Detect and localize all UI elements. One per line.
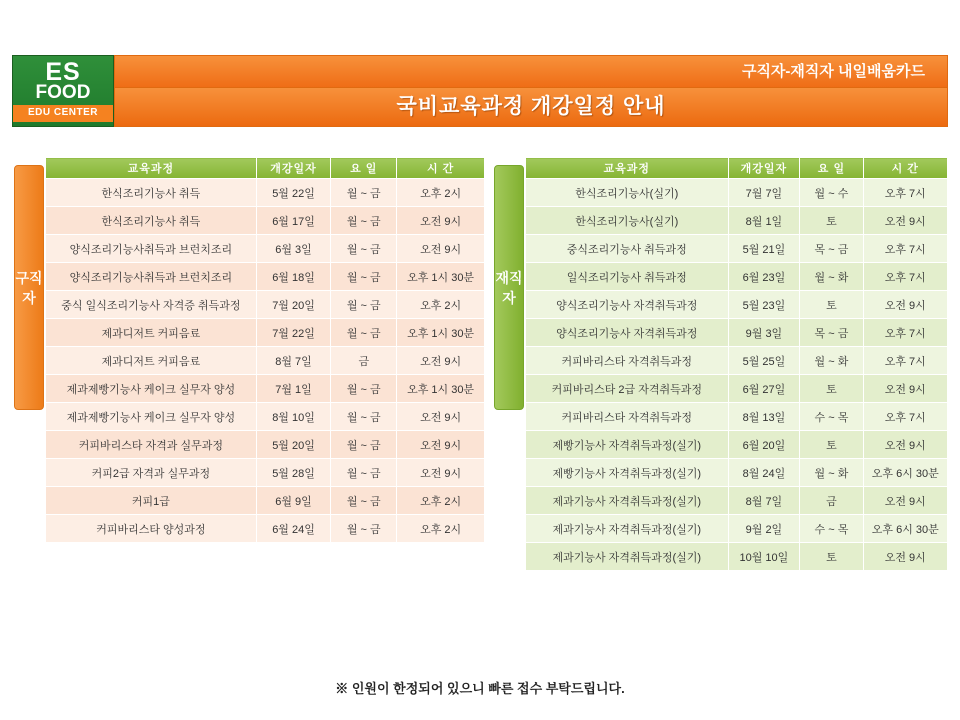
side-tab-jobseeker-label: 구직자 — [15, 269, 43, 306]
footer-note: ※ 인원이 한정되어 있으니 빠른 접수 부탁드립니다. — [335, 681, 625, 696]
cell-day: 월 ~ 금 — [331, 403, 397, 431]
cell-time: 오후 6시 30분 — [863, 515, 947, 543]
cell-day: 월 ~ 화 — [800, 459, 863, 487]
cell-day: 월 ~ 금 — [331, 207, 397, 235]
cell-time: 오전 9시 — [397, 207, 485, 235]
table-row — [526, 235, 948, 263]
side-tab-employee-label: 재직자 — [495, 269, 523, 306]
cell-start-date: 8월 24일 — [728, 459, 800, 487]
cell-start-date: 6월 23일 — [728, 263, 800, 291]
table-row — [46, 515, 485, 543]
banner-subtitle: 구직자-재직자 내일배움카드 — [114, 55, 948, 88]
cell-day: 월 ~ 화 — [800, 263, 863, 291]
table-row — [526, 319, 948, 347]
cell-start-date: 10월 10일 — [728, 543, 800, 571]
cell-day: 월 ~ 금 — [331, 263, 397, 291]
table-row — [526, 543, 948, 571]
table-row — [46, 459, 485, 487]
cell-time: 오후 2시 — [397, 179, 485, 207]
cell-course: 제과기능사 자격취득과정(실기) — [526, 515, 729, 543]
cell-day: 월 ~ 금 — [331, 291, 397, 319]
employee-schedule-table — [525, 157, 948, 571]
table-row — [526, 515, 948, 543]
cell-start-date: 7월 7일 — [728, 179, 800, 207]
cell-course: 제과제빵기능사 케이크 실무자 양성 — [46, 375, 257, 403]
table-row — [46, 235, 485, 263]
table-row — [526, 207, 948, 235]
cell-start-date: 9월 2일 — [728, 515, 800, 543]
table-row — [526, 459, 948, 487]
cell-day: 토 — [800, 291, 863, 319]
table-row — [46, 487, 485, 515]
table-header-row — [46, 158, 485, 179]
cell-start-date: 7월 20일 — [256, 291, 331, 319]
column-header-time: 시 간 — [863, 158, 947, 179]
cell-course: 양식조리기능사취득과 브런치조리 — [46, 235, 257, 263]
cell-time: 오후 6시 30분 — [863, 459, 947, 487]
column-header-time: 시 간 — [397, 158, 485, 179]
side-tab-employee — [494, 165, 524, 410]
es-food-logo — [12, 55, 114, 127]
table-row — [46, 347, 485, 375]
cell-day: 월 ~ 화 — [800, 347, 863, 375]
cell-time: 오후 7시 — [863, 179, 947, 207]
cell-course: 양식조리기능사취득과 브런치조리 — [46, 263, 257, 291]
table-header-row — [526, 158, 948, 179]
column-header-start-date: 개강일자 — [728, 158, 800, 179]
cell-course: 양식조리기능사 자격취득과정 — [526, 319, 729, 347]
cell-course: 커피2급 자격과 실무과정 — [46, 459, 257, 487]
table-row — [526, 375, 948, 403]
column-header-course: 교육과정 — [46, 158, 257, 179]
page-header — [12, 55, 948, 127]
cell-time: 오전 9시 — [397, 235, 485, 263]
cell-day: 월 ~ 금 — [331, 235, 397, 263]
cell-course: 커피바리스타 자격취득과정 — [526, 403, 729, 431]
cell-course: 일식조리기능사 취득과정 — [526, 263, 729, 291]
cell-course: 커피바리스타 2급 자격취득과정 — [526, 375, 729, 403]
table-row — [46, 263, 485, 291]
cell-day: 월 ~ 금 — [331, 487, 397, 515]
cell-course: 제과디저트 커피음료 — [46, 347, 257, 375]
cell-course: 양식조리기능사 자격취득과정 — [526, 291, 729, 319]
cell-day: 목 ~ 금 — [800, 235, 863, 263]
cell-time: 오전 9시 — [863, 207, 947, 235]
cell-day: 금 — [331, 347, 397, 375]
cell-start-date: 8월 7일 — [256, 347, 331, 375]
cell-course: 한식조리기능사(실기) — [526, 207, 729, 235]
cell-start-date: 8월 7일 — [728, 487, 800, 515]
cell-time: 오후 7시 — [863, 403, 947, 431]
cell-day: 월 ~ 금 — [331, 319, 397, 347]
table-row — [526, 179, 948, 207]
table-row — [526, 403, 948, 431]
cell-start-date: 6월 17일 — [256, 207, 331, 235]
cell-time: 오전 9시 — [397, 431, 485, 459]
column-header-course: 교육과정 — [526, 158, 729, 179]
cell-start-date: 8월 1일 — [728, 207, 800, 235]
cell-start-date: 5월 28일 — [256, 459, 331, 487]
logo-line-edu-center: EDU CENTER — [13, 105, 113, 122]
cell-course: 한식조리기능사(실기) — [526, 179, 729, 207]
table-row — [526, 291, 948, 319]
table-row — [46, 375, 485, 403]
cell-course: 제빵기능사 자격취득과정(실기) — [526, 459, 729, 487]
cell-time: 오전 9시 — [397, 459, 485, 487]
cell-start-date: 6월 24일 — [256, 515, 331, 543]
side-tab-jobseeker — [14, 165, 44, 410]
cell-time: 오전 9시 — [397, 347, 485, 375]
cell-course: 한식조리기능사 취득 — [46, 179, 257, 207]
cell-start-date: 7월 1일 — [256, 375, 331, 403]
cell-time: 오후 2시 — [397, 515, 485, 543]
cell-time: 오후 1시 30분 — [397, 263, 485, 291]
cell-start-date: 5월 22일 — [256, 179, 331, 207]
cell-time: 오후 2시 — [397, 291, 485, 319]
cell-day: 월 ~ 금 — [331, 179, 397, 207]
cell-start-date: 6월 18일 — [256, 263, 331, 291]
table-row — [526, 431, 948, 459]
cell-course: 제빵기능사 자격취득과정(실기) — [526, 431, 729, 459]
cell-start-date: 5월 20일 — [256, 431, 331, 459]
cell-day: 수 ~ 목 — [800, 403, 863, 431]
table-row — [46, 291, 485, 319]
cell-day: 월 ~ 금 — [331, 459, 397, 487]
cell-start-date: 5월 25일 — [728, 347, 800, 375]
cell-day: 월 ~ 수 — [800, 179, 863, 207]
cell-time: 오후 1시 30분 — [397, 319, 485, 347]
cell-day: 토 — [800, 431, 863, 459]
cell-day: 목 ~ 금 — [800, 319, 863, 347]
logo-line-food: FOOD — [35, 82, 91, 103]
cell-day: 월 ~ 금 — [331, 515, 397, 543]
cell-start-date: 6월 20일 — [728, 431, 800, 459]
cell-time: 오후 2시 — [397, 487, 485, 515]
cell-start-date: 7월 22일 — [256, 319, 331, 347]
cell-day: 월 ~ 금 — [331, 375, 397, 403]
cell-start-date: 5월 23일 — [728, 291, 800, 319]
cell-course: 커피바리스타 자격과 실무과정 — [46, 431, 257, 459]
table-row — [46, 207, 485, 235]
cell-time: 오전 9시 — [863, 543, 947, 571]
cell-time: 오전 9시 — [397, 403, 485, 431]
cell-day: 수 ~ 목 — [800, 515, 863, 543]
table-row — [526, 487, 948, 515]
cell-start-date: 8월 13일 — [728, 403, 800, 431]
cell-course: 제과기능사 자격취득과정(실기) — [526, 487, 729, 515]
cell-course: 제과기능사 자격취득과정(실기) — [526, 543, 729, 571]
table-row — [526, 347, 948, 375]
table-row — [526, 263, 948, 291]
table-row — [46, 403, 485, 431]
cell-day: 토 — [800, 543, 863, 571]
column-header-day: 요 일 — [331, 158, 397, 179]
cell-day: 토 — [800, 375, 863, 403]
cell-start-date: 9월 3일 — [728, 319, 800, 347]
cell-day: 토 — [800, 207, 863, 235]
cell-course: 커피바리스타 자격취득과정 — [526, 347, 729, 375]
cell-start-date: 6월 9일 — [256, 487, 331, 515]
cell-day: 금 — [800, 487, 863, 515]
table-row — [46, 319, 485, 347]
cell-time: 오전 9시 — [863, 375, 947, 403]
cell-course: 중식 일식조리기능사 자격증 취득과정 — [46, 291, 257, 319]
banner-title: 국비교육과정 개강일정 안내 — [114, 88, 948, 127]
cell-start-date: 6월 27일 — [728, 375, 800, 403]
cell-time: 오후 7시 — [863, 347, 947, 375]
logo-line-es: ES — [45, 58, 81, 86]
column-header-day: 요 일 — [800, 158, 863, 179]
cell-course: 제과디저트 커피음료 — [46, 319, 257, 347]
cell-time: 오후 7시 — [863, 235, 947, 263]
column-header-start-date: 개강일자 — [256, 158, 331, 179]
jobseeker-schedule-table — [45, 157, 485, 543]
table-row — [46, 431, 485, 459]
cell-start-date: 5월 21일 — [728, 235, 800, 263]
cell-course: 중식조리기능사 취득과정 — [526, 235, 729, 263]
cell-course: 커피바리스타 양성과정 — [46, 515, 257, 543]
cell-start-date: 8월 10일 — [256, 403, 331, 431]
cell-day: 월 ~ 금 — [331, 431, 397, 459]
cell-course: 제과제빵기능사 케이크 실무자 양성 — [46, 403, 257, 431]
cell-time: 오후 7시 — [863, 319, 947, 347]
cell-course: 커피1급 — [46, 487, 257, 515]
cell-time: 오후 7시 — [863, 263, 947, 291]
table-row — [46, 179, 485, 207]
cell-time: 오전 9시 — [863, 431, 947, 459]
cell-time: 오전 9시 — [863, 291, 947, 319]
cell-start-date: 6월 3일 — [256, 235, 331, 263]
cell-course: 한식조리기능사 취득 — [46, 207, 257, 235]
cell-time: 오전 9시 — [863, 487, 947, 515]
cell-time: 오후 1시 30분 — [397, 375, 485, 403]
